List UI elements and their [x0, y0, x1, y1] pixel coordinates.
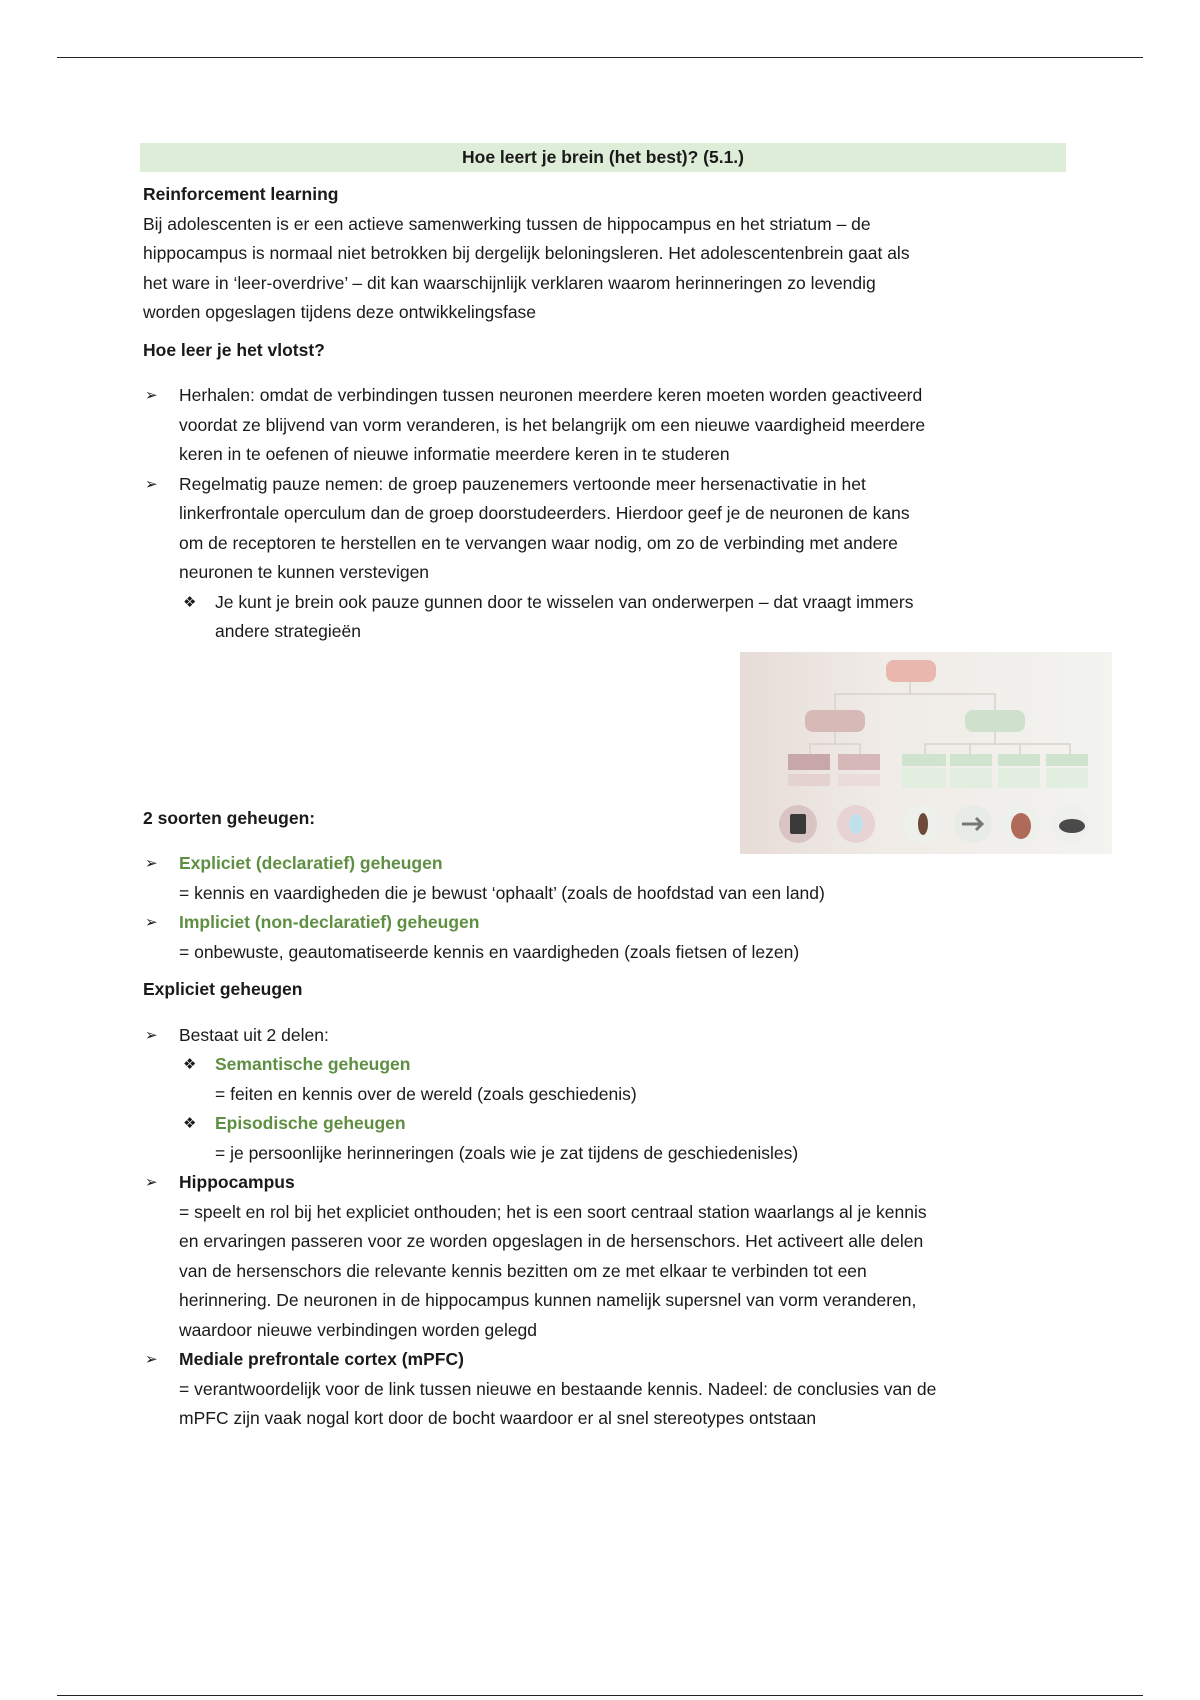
text-line: keren in te oefenen of nieuwe informatie meerdere keren in te studeren	[179, 444, 730, 464]
section-reinforcement	[143, 180, 1063, 328]
subbullet-semantisch	[143, 1050, 1063, 1080]
subbullet-episodisch	[143, 1109, 1063, 1139]
text-line: ➢ Bestaat uit 2 delen:	[179, 1024, 329, 1045]
memory-tree-figure	[740, 652, 1112, 854]
page-title: Hoe leert je brein (het best)? (5.1.)	[140, 143, 1066, 172]
text-line: voordat ze blijvend van vorm veranderen, is het belangrijk om een nieuwe vaardigheid meerdere	[179, 414, 926, 435]
text-line: = speelt en rol bij het expliciet onthouden; het is een soort centraal station waarlangs al je kennis	[179, 1201, 927, 1222]
text-line: ❖ Je kunt je brein ook pauze gunnen door te wisselen van onderwerpen – dat vraagt immers	[215, 591, 914, 612]
subbullet-wisselen	[143, 588, 1063, 647]
section-expliciet	[143, 975, 1063, 1434]
text-line: van de hersenschors die relevante kennis bezitten om ze met elkaar te verbinden tot een	[179, 1260, 867, 1281]
label-semantisch: ❖ Semantische geheugen	[215, 1054, 411, 1074]
text-line: = verantwoordelijk voor de link tussen nieuwe en bestaande kennis. Nadeel: de conclusies van de	[179, 1378, 937, 1399]
text-line: Bij adolescenten is er een actieve samenwerking tussen de hippocampus en het striatum – de	[143, 213, 871, 234]
text-line: herinnering. De neuronen in de hippocampus kunnen namelijk supersnel van vorm veranderen,	[179, 1290, 917, 1310]
desc-impliciet: = onbewuste, geautomatiseerde kennis en vaardigheden (zoals fietsen of lezen)	[179, 941, 800, 962]
tree-node-left	[805, 710, 865, 732]
section-vlotst	[143, 336, 1063, 647]
label-hippocampus: ➢ Hippocampus	[179, 1172, 295, 1192]
label-impliciet: ➢ Impliciet (non-declaratief) geheugen	[179, 912, 480, 932]
text-line: hippocampus is normaal niet betrokken bij dergelijk beloningsleren. Het adolescentenbrein gaat als	[143, 243, 910, 263]
bullet-hippocampus	[143, 1168, 1063, 1198]
label-episodisch: ❖ Episodische geheugen	[215, 1113, 406, 1133]
heading-vlotst: Hoe leer je het vlotst?	[143, 339, 325, 360]
bullet-impliciet	[143, 908, 1063, 938]
heading-reinforcement: Reinforcement learning	[143, 184, 339, 204]
bullet-bestaat	[143, 1021, 1063, 1051]
header-rule	[57, 57, 1143, 58]
label-expliciet: ➢ Expliciet (declaratief) geheugen	[179, 853, 443, 873]
tree-node-right	[965, 710, 1025, 732]
text-line: ➢ Regelmatig pauze nemen: de groep pauzenemers vertoonde meer hersenactivatie in het	[179, 473, 866, 494]
text-line: en ervaringen passeren voor ze worden opgeslagen in de hersenschors. Het activeert alle delen	[179, 1231, 924, 1251]
text-line: neuronen te kunnen verstevigen	[179, 562, 430, 582]
text-line: mPFC zijn vaak nogal kort door de bocht waardoor er al snel stereotypes ontstaan	[179, 1408, 817, 1428]
bullet-mpfc	[143, 1345, 1063, 1375]
label-mpfc: ➢ Mediale prefrontale cortex (mPFC)	[179, 1349, 464, 1369]
desc-episodisch: = je persoonlijke herinneringen (zoals wie je zat tijdens de geschiedenisles)	[215, 1142, 799, 1163]
bullet-herhalen	[143, 381, 1063, 470]
desc-hippocampus	[143, 1198, 1063, 1346]
desc-expliciet: = kennis en vaardigheden die je bewust ‘ophaalt’ (zoals de hoofdstad van een land)	[179, 882, 825, 903]
desc-mpfc	[143, 1375, 1063, 1434]
tree-node-root	[886, 660, 936, 682]
heading-expliciet: Expliciet geheugen	[143, 979, 303, 999]
bullet-pauze	[143, 470, 1063, 588]
desc-semantisch: = feiten en kennis over de wereld (zoals geschiedenis)	[215, 1083, 637, 1104]
heading-soorten: 2 soorten geheugen:	[143, 807, 316, 828]
footer-rule	[57, 1695, 1143, 1696]
text-line: om de receptoren te herstellen en te vervangen waar nodig, om zo de verbinding met andere	[179, 532, 898, 553]
text-line: andere strategieën	[215, 621, 361, 641]
text-line: waardoor nieuwe verbindingen worden gelegd	[179, 1319, 538, 1340]
text-line: het ware in ‘leer-overdrive’ – dit kan waarschijnlijk verklaren waarom herinneringen zo levendig	[143, 272, 876, 293]
text-line: ➢ Herhalen: omdat de verbindingen tussen neuronen meerdere keren moeten worden geactiveerd	[179, 385, 923, 405]
text-line: linkerfrontale operculum dan de groep doorstudeerders. Hierdoor geef je de neuronen de kans	[179, 503, 910, 523]
text-line: worden opgeslagen tijdens deze ontwikkelingsfase	[143, 302, 537, 322]
